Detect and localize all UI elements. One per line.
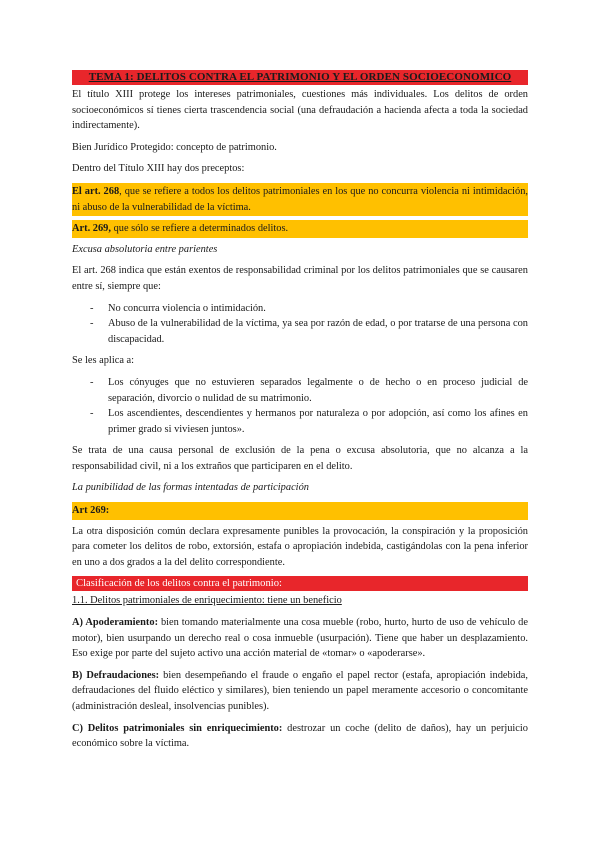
aplica-paragraph: Se les aplica a: — [72, 355, 135, 367]
art268-paragraph — [72, 183, 528, 216]
intro-paragraph: El título XIII protege los intereses patrimoniales, cuestiones más individuales. Los delitos de orden socioeconómicos sí tienes cierta trascendencia social (una defraudación a hacienda afecta a toda la sociedad indirectamente). — [72, 89, 528, 132]
sin-enriquecimiento-label: C) Delitos patrimoniales sin enriquecimiento: — [72, 722, 283, 734]
art269-label: Art. 269, — [72, 223, 111, 235]
bien-juridico-paragraph: Bien Jurídico Protegido: concepto de patrimonio. — [72, 141, 277, 153]
art268-text: , que se refiere a todos los delitos patrimoniales en los que no concurra violencia ni intimidación, ni abuso de la vulnerabilidad de la víctima. — [72, 185, 529, 213]
excusa-list — [72, 301, 528, 348]
list-item: - Los cónyuges que no estuvieren separados legalmente o de hecho o en proceso judicial de separación, divorcio o nulidad de su matrimonio. — [90, 376, 528, 404]
defraudaciones-label: B) Defraudaciones: — [72, 669, 160, 681]
clasificacion-heading: Clasificación de los delitos contra el patrimonio: — [72, 576, 528, 591]
subsection-heading: 1.1. Delitos patrimoniales de enriquecimiento: tiene un beneficio — [72, 595, 342, 607]
list-item: - Los ascendientes, descendientes y hermanos por naturaleza o por adopción, así como los afines en primer grado si viviesen juntos». — [90, 408, 528, 435]
art269-text: que sólo se refiere a determinados delitos. — [110, 223, 289, 235]
page-title: TEMA 1: DELITOS CONTRA EL PATRIMONIO Y EL ORDEN SOCIOECONOMICO — [72, 70, 528, 85]
excusa-heading: Excusa absolutoria entre parientes — [72, 243, 218, 255]
defraudaciones-paragraph — [72, 668, 528, 715]
art269-paragraph — [72, 220, 528, 238]
aplica-list — [72, 375, 528, 437]
defraudaciones-text: bien desempeñando el fraude o engaño el papel rector (estafa, apropiación indebida, defraudaciones del fluido eléctico y similares), bien teniendo un papel meramente accesorio o concomitante (administración desleal, insolvencias punibles). — [72, 669, 528, 712]
apoderamiento-text: bien tomando materialmente una cosa mueble (robo, hurto, hurto de uso de vehículo de motor), bien usurpando un derecho real o cosa inmueble (usurpación). Tiene que haber un desplazamiento. Eso exige por parte del sujeto activo una acción material de «tomar» o «apoderarse». — [72, 617, 528, 660]
causa-personal-paragraph: Se trata de una causa personal de exclusión de la pena o excusa absolutoria, que no alcanza a la responsabilidad civil, ni a los extraños que participaren en el delito. — [72, 445, 528, 472]
sin-enriquecimiento-paragraph — [72, 721, 528, 752]
art269-body: La otra disposición común declara expresamente punibles la provocación, la conspiración y la proposición para cometer los delitos de robo, extorsión, estafa o apropiación indebida, castigándolas con la pena inferior en uno a dos grados a la del delito correspondiente. — [72, 525, 528, 568]
list-item: - Abuso de la vulnerabilidad de la víctima, ya sea por razón de edad, o por tratarse de una persona con discapacidad. — [90, 318, 528, 345]
art269-heading: Art 269: — [72, 502, 528, 520]
document-content — [72, 70, 528, 758]
sin-enriquecimiento-text: destrozar un coche (delito de daños), hay un perjuicio económico sobre la víctima. — [72, 722, 528, 750]
punibilidad-heading: La punibilidad de las formas intentadas de participación — [72, 482, 309, 494]
apoderamiento-label: A) Apoderamiento: — [72, 617, 159, 629]
excusa-paragraph: El art. 268 indica que están exentos de responsabilidad criminal por los delitos patrimoniales que se causaren entre sí, siempre que: — [72, 265, 528, 292]
list-item: - No concurra violencia o intimidación. — [90, 302, 266, 314]
apoderamiento-paragraph — [72, 615, 528, 662]
preceptos-paragraph: Dentro del Título XIII hay dos preceptos: — [72, 163, 245, 175]
art268-label: El art. 268 — [72, 185, 120, 197]
